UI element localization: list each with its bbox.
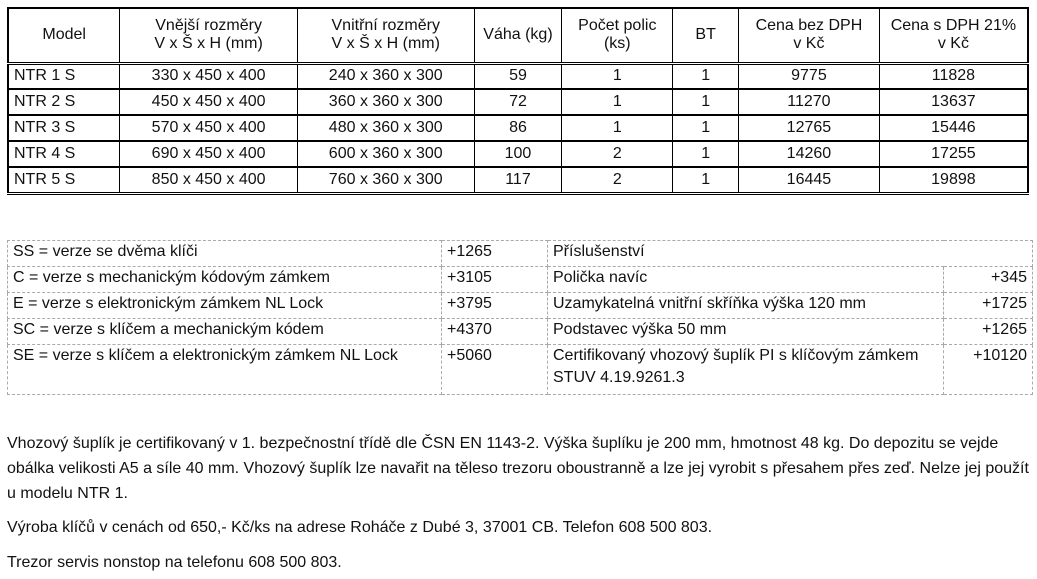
options-row [8,241,1033,267]
options-row [8,345,1033,395]
drawer-description: Vhozový šuplík je certifikovaný v 1. bezpečnostní třídě dle ČSN EN 1143-2. Výška šuplíku je 200 mm, hmotnost 48 kg. Do depozitu se vejde obálka velikosti A5 a síle 40 mm. Vhozový šuplík lze navařit na těleso trezoru oboustranně a lze jej vyrobit s přesahem přes zeď. Nelze jej použít u modelu NTR 1. [7,435,1029,502]
cell-model: NTR 3 S [8,115,120,141]
version-price: +1265 [442,241,548,267]
version-label: C = verze s mechanickým kódovým zámkem [8,267,442,293]
header-outer-dimensions: Vnější rozměry V x Š x H (mm) [120,8,298,63]
accessory-label: Certifikovaný vhozový šuplík PI s klíčovým zámkem STUV 4.19.9261.3 [548,345,944,395]
accessories-title-spacer [944,241,1033,267]
table-row [8,115,1028,141]
service-note: Trezor servis nonstop na telefonu 608 500 803. [7,554,342,571]
header-price: Cena bez DPH v Kč [739,8,880,63]
cell-shelves: 1 [562,89,673,115]
options-row [8,267,1033,293]
cell-price: 12765 [739,115,880,141]
cell-weight: 117 [474,167,562,193]
header-price-vat: Cena s DPH 21% v Kč [879,8,1028,63]
cell-price-vat: 19898 [879,167,1028,193]
cell-inner-dimensions: 760 x 360 x 300 [297,167,474,193]
cell-outer-dimensions: 850 x 450 x 400 [120,167,298,193]
cell-outer-dimensions: 690 x 450 x 400 [120,141,298,167]
accessory-label: Uzamykatelná vnitřní skříňka výška 120 mm [548,293,944,319]
cell-model: NTR 1 S [8,63,120,89]
accessory-price: +1265 [944,319,1033,345]
cell-price: 14260 [739,141,880,167]
version-price: +5060 [442,345,548,395]
cell-price: 11270 [739,89,880,115]
version-label: E = verze s elektronickým zámkem NL Lock [8,293,442,319]
price-table [7,7,1029,195]
cell-bt: 1 [673,89,739,115]
cell-inner-dimensions: 480 x 360 x 300 [297,115,474,141]
cell-weight: 100 [474,141,562,167]
cell-weight: 72 [474,89,562,115]
cell-shelves: 2 [562,167,673,193]
cell-bt: 1 [673,141,739,167]
table-row [8,63,1028,89]
cell-bt: 1 [673,167,739,193]
version-label: SC = verze s klíčem a mechanickým kódem [8,319,442,345]
cell-model: NTR 5 S [8,167,120,193]
cell-outer-dimensions: 570 x 450 x 400 [120,115,298,141]
accessory-price: +345 [944,267,1033,293]
version-price: +4370 [442,319,548,345]
cell-weight: 59 [474,63,562,89]
cell-inner-dimensions: 240 x 360 x 300 [297,63,474,89]
accessory-price: +10120 [944,345,1033,395]
cell-inner-dimensions: 360 x 360 x 300 [297,89,474,115]
cell-price-vat: 13637 [879,89,1028,115]
table-row [8,141,1028,167]
cell-price-vat: 15446 [879,115,1028,141]
header-model: Model [8,8,120,63]
cell-shelves: 1 [562,115,673,141]
cell-inner-dimensions: 600 x 360 x 300 [297,141,474,167]
header-weight: Váha (kg) [474,8,562,63]
version-label: SS = verze se dvěma klíči [8,241,442,267]
options-row [8,293,1033,319]
header-inner-dimensions: Vnitřní rozměry V x Š x H (mm) [297,8,474,63]
version-price: +3795 [442,293,548,319]
cell-model: NTR 4 S [8,141,120,167]
options-row [8,319,1033,345]
table-row [8,167,1028,193]
accessory-price: +1725 [944,293,1033,319]
table-row [8,89,1028,115]
cell-price-vat: 17255 [879,141,1028,167]
cell-weight: 86 [474,115,562,141]
cell-price-vat: 11828 [879,63,1028,89]
version-label: SE = verze s klíčem a elektronickým zámkem NL Lock [8,345,442,395]
cell-price: 16445 [739,167,880,193]
cell-outer-dimensions: 450 x 450 x 400 [120,89,298,115]
options-table [7,240,1033,395]
accessories-title: Příslušenství [548,241,944,267]
header-shelves: Počet polic (ks) [562,8,673,63]
cell-model: NTR 2 S [8,89,120,115]
cell-bt: 1 [673,63,739,89]
table-header-row [8,8,1028,63]
accessory-label: Polička navíc [548,267,944,293]
version-price: +3105 [442,267,548,293]
cell-shelves: 2 [562,141,673,167]
header-bt: BT [673,8,739,63]
key-production-note: Výroba klíčů v cenách od 650,- Kč/ks na adrese Roháče z Dubé 3, 37001 CB. Telefon 608 500 803. [7,519,713,536]
accessory-label: Podstavec výška 50 mm [548,319,944,345]
cell-shelves: 1 [562,63,673,89]
cell-outer-dimensions: 330 x 450 x 400 [120,63,298,89]
cell-price: 9775 [739,63,880,89]
cell-bt: 1 [673,115,739,141]
